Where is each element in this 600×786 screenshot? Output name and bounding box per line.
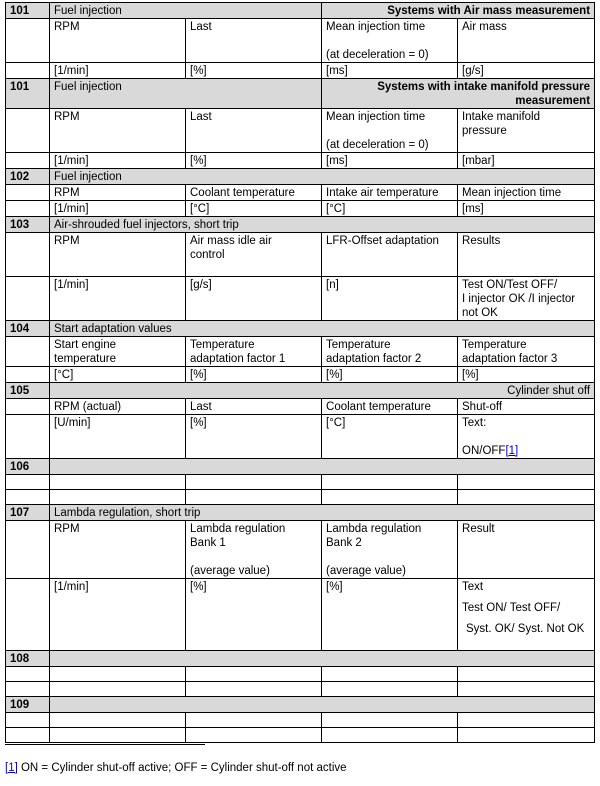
block-number: 101 xyxy=(6,79,50,109)
block-108-units xyxy=(6,682,595,697)
unit-cell: [mbar] xyxy=(458,153,595,169)
block-105-fields xyxy=(6,399,595,415)
block-104-units xyxy=(6,367,595,383)
unit-cell: [1/min] xyxy=(50,201,186,217)
block-number: 103 xyxy=(6,217,50,233)
field-label: Last xyxy=(186,399,322,415)
unit-cell: [%] xyxy=(458,367,595,383)
block-107-fields xyxy=(6,521,595,579)
footnote xyxy=(5,762,347,774)
footnote-divider xyxy=(5,744,205,745)
unit-cell: [°C] xyxy=(186,201,322,217)
field-label: Shut-off xyxy=(458,399,595,415)
field-label: RPM (actual) xyxy=(50,399,186,415)
field-label: Temperature adaptation factor 3 xyxy=(458,337,595,367)
block-title: Fuel injection xyxy=(50,169,595,185)
system-label: Cylinder shut off xyxy=(50,383,595,399)
unit-cell: [%] xyxy=(322,579,458,651)
block-number: 105 xyxy=(6,383,50,399)
unit-cell: [%] xyxy=(186,63,322,79)
block-title: Air-shrouded fuel injectors, short trip xyxy=(50,217,595,233)
field-label: Temperature adaptation factor 1 xyxy=(186,337,322,367)
block-number: 104 xyxy=(6,321,50,337)
system-label: Systems with intake manifold pressure measurement xyxy=(322,79,595,109)
block-101b-fields xyxy=(6,109,595,153)
block-number: 102 xyxy=(6,169,50,185)
block-number: 101 xyxy=(6,3,50,19)
footnote-link[interactable]: [1] xyxy=(505,445,519,457)
unit-cell: [g/s] xyxy=(186,277,322,321)
block-101b-header xyxy=(6,79,595,109)
block-109-header xyxy=(6,697,595,713)
unit-cell: [1/min] xyxy=(50,153,186,169)
field-label: Coolant temperature xyxy=(186,185,322,201)
block-106-fields xyxy=(6,475,595,490)
block-109-units xyxy=(6,728,595,743)
unit-cell: [ms] xyxy=(322,63,458,79)
field-label: Air mass xyxy=(458,19,595,63)
block-102-header xyxy=(6,169,595,185)
unit-cell: [1/min] xyxy=(50,277,186,321)
block-title: Lambda regulation, short trip xyxy=(50,505,595,521)
system-label: Systems with Air mass measurement xyxy=(322,3,595,19)
unit-cell: [°C] xyxy=(322,415,458,459)
field-label: RPM xyxy=(50,521,186,579)
unit-cell: [ms] xyxy=(458,201,595,217)
block-number: 109 xyxy=(6,697,50,713)
unit-cell: Text: ON/OFF[1] xyxy=(458,415,595,459)
measuring-blocks-table xyxy=(5,2,595,743)
unit-cell: [ms] xyxy=(322,153,458,169)
field-label: Lambda regulation Bank 2 (average value) xyxy=(322,521,458,579)
block-105-units xyxy=(6,415,595,459)
block-102-fields xyxy=(6,185,595,201)
block-106-units xyxy=(6,490,595,505)
block-title: Fuel injection xyxy=(50,79,322,109)
field-label: Last xyxy=(186,19,322,63)
unit-cell: [n] xyxy=(322,277,458,321)
field-label: Results xyxy=(458,233,595,277)
field-label: Last xyxy=(186,109,322,153)
field-label: RPM xyxy=(50,233,186,277)
block-104-fields xyxy=(6,337,595,367)
block-title: Start adaptation values xyxy=(50,321,595,337)
block-104-header xyxy=(6,321,595,337)
block-title: Fuel injection xyxy=(50,3,322,19)
block-106-header xyxy=(6,459,595,475)
unit-cell: [%] xyxy=(186,579,322,651)
unit-cell: [%] xyxy=(186,367,322,383)
block-107-units xyxy=(6,579,595,651)
field-label: Result xyxy=(458,521,595,579)
field-label: Air mass idle air control xyxy=(186,233,322,277)
field-label: Mean injection time xyxy=(458,185,595,201)
block-102-units xyxy=(6,201,595,217)
field-label: Intake air temperature xyxy=(322,185,458,201)
block-number: 106 xyxy=(6,459,50,475)
unit-cell: [°C] xyxy=(50,367,186,383)
block-103-units xyxy=(6,277,595,321)
unit-cell: [U/min] xyxy=(50,415,186,459)
block-101-units xyxy=(6,63,595,79)
field-label: Mean injection time (at deceleration = 0) xyxy=(322,109,458,153)
unit-cell: Text Test ON/ Test OFF/ Syst. OK/ Syst. Not OK xyxy=(458,579,595,651)
block-number: 107 xyxy=(6,505,50,521)
field-label: RPM xyxy=(50,185,186,201)
block-105-header xyxy=(6,383,595,399)
footnote-text: ON = Cylinder shut-off active; OFF = Cylinder shut-off not active xyxy=(17,762,347,774)
block-108-fields xyxy=(6,667,595,682)
block-101-fields xyxy=(6,19,595,63)
block-101b-units xyxy=(6,153,595,169)
block-103-header xyxy=(6,217,595,233)
field-label: RPM xyxy=(50,109,186,153)
field-label: Coolant temperature xyxy=(322,399,458,415)
unit-cell: [1/min] xyxy=(50,579,186,651)
block-109-fields xyxy=(6,713,595,728)
unit-cell: [%] xyxy=(322,367,458,383)
unit-cell: [1/min] xyxy=(50,63,186,79)
field-label: Intake manifold pressure xyxy=(458,109,595,153)
field-label: Mean injection time (at deceleration = 0) xyxy=(322,19,458,63)
field-label: Lambda regulation Bank 1 (average value) xyxy=(186,521,322,579)
block-107-header xyxy=(6,505,595,521)
unit-cell: Test ON/Test OFF/ I injector OK /I injector not OK xyxy=(458,277,595,321)
block-103-fields xyxy=(6,233,595,277)
unit-cell: [%] xyxy=(186,153,322,169)
field-label: Temperature adaptation factor 2 xyxy=(322,337,458,367)
unit-cell: [g/s] xyxy=(458,63,595,79)
field-label: LFR-Offset adaptation xyxy=(322,233,458,277)
field-label: Start engine temperature xyxy=(50,337,186,367)
block-number: 108 xyxy=(6,651,50,667)
footnote-anchor-link[interactable]: [1] xyxy=(5,762,18,774)
unit-cell: [%] xyxy=(186,415,322,459)
unit-cell: [°C] xyxy=(322,201,458,217)
block-101-header xyxy=(6,3,595,19)
block-108-header xyxy=(6,651,595,667)
field-label: RPM xyxy=(50,19,186,63)
